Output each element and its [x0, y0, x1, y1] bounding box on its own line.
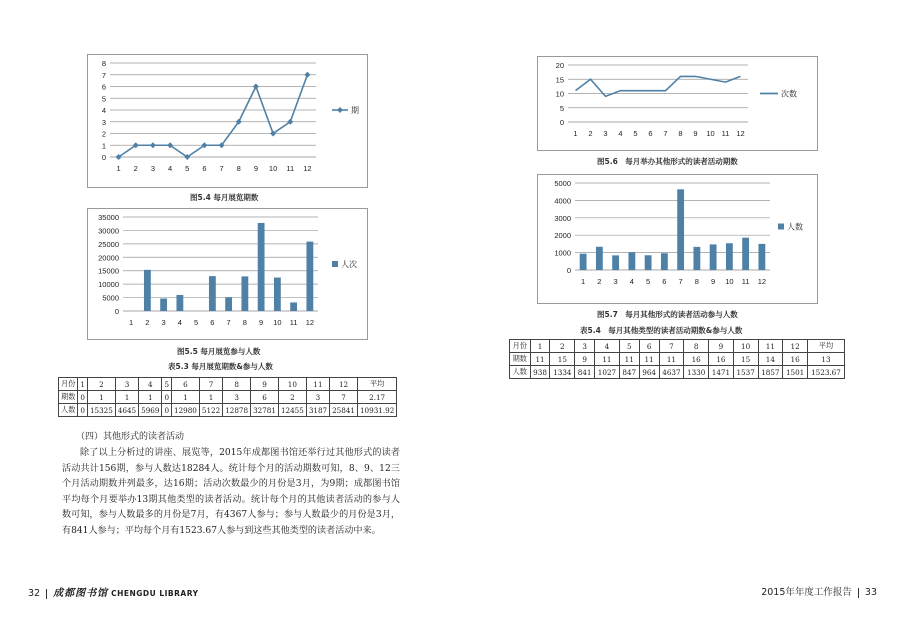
bar: [258, 223, 265, 311]
table-cell: 2.17: [357, 391, 396, 404]
y-tick-label: 2: [101, 129, 106, 139]
caption-fig-5-4: 图5.4 每月展览期数: [190, 193, 259, 202]
chart-svg: [88, 209, 367, 339]
legend-swatch: [332, 261, 338, 267]
bar: [580, 254, 587, 270]
table-cell: 1: [530, 340, 550, 353]
table-cell: 12455: [278, 404, 306, 417]
x-tick-label: 12: [736, 129, 745, 138]
bar: [726, 243, 733, 270]
table-cell: 6: [251, 391, 279, 404]
table-cell: 8: [223, 378, 251, 391]
bar: [176, 295, 183, 311]
x-tick-label: 8: [694, 277, 699, 286]
table-cell: 4: [595, 340, 620, 353]
x-tick-label: 8: [242, 318, 247, 327]
table-cell: 841: [575, 366, 595, 379]
x-tick-label: 6: [662, 277, 667, 286]
bar: [758, 244, 765, 270]
x-tick-label: 2: [597, 277, 602, 286]
bar: [596, 247, 603, 270]
table-cell: 15: [733, 353, 758, 366]
table-cell: 3: [575, 340, 595, 353]
chart-monthly-exhibitions: [87, 54, 368, 188]
table-cell: 1334: [550, 366, 575, 379]
data-point: [150, 142, 156, 148]
y-tick-label: 35000: [98, 213, 119, 222]
table-5-4: [509, 339, 845, 379]
y-tick-label: 0: [101, 153, 106, 162]
y-tick-label: 2000: [554, 231, 571, 241]
table-cell: 13: [807, 353, 844, 366]
bar: [225, 297, 232, 311]
x-tick-label: 9: [253, 164, 259, 173]
x-tick-label: 11: [289, 318, 298, 327]
row-label: 月份: [510, 340, 531, 353]
y-tick-label: 0: [114, 307, 119, 316]
y-tick-label: 5000: [102, 293, 119, 303]
bar: [306, 242, 313, 311]
y-tick-label: 4000: [554, 196, 571, 206]
caption-table-5-4: 表5.4 每月其他类型的读者活动期数&参与人数: [580, 326, 743, 335]
table-cell: 1: [199, 391, 222, 404]
legend-label: 人次: [341, 260, 357, 269]
table-cell: 16: [783, 353, 808, 366]
x-tick-label: 12: [303, 164, 312, 173]
x-tick-label: 2: [588, 129, 593, 138]
legend-label: 次数: [781, 89, 797, 99]
table-cell: 1: [87, 391, 115, 404]
table-cell: 15325: [87, 404, 115, 417]
y-tick-label: 8: [101, 59, 106, 68]
y-tick-label: 15: [555, 75, 564, 85]
x-tick-label: 6: [202, 164, 207, 173]
table-cell: 5969: [139, 404, 162, 417]
page-number-right: 33: [864, 587, 877, 598]
x-tick-label: 4: [167, 164, 173, 173]
legend-swatch: [778, 224, 784, 230]
table-cell: 9: [575, 353, 595, 366]
x-tick-label: 10: [273, 318, 282, 327]
table-cell: 9: [251, 378, 279, 391]
table-cell: 2: [278, 391, 306, 404]
table-cell: 6: [172, 378, 200, 391]
body-paragraph: 除了以上分析过的讲座、展览等，2015年成都图书馆还举行过其他形式的读者活动共计156期，参与人数达18284人。统计每个月的活动期数可知，8、9、12三个月活动期数并列最多，达16期；活动次数最少的月份是3月，为9期；成都图书馆平均每个月要举办13期其他类型的读者活动。统计每个月的其他读者活动的参与人数可知，参与人数最多的月份是7月，有4367人参与；参与人数最少的月份是3月，有841人参与；平均每个月有1523.67人参与到这些其他类型的读者活动中来。: [62, 448, 400, 536]
table-cell: 0: [162, 404, 172, 417]
bar: [645, 255, 652, 270]
chart-svg: [538, 57, 817, 150]
table-cell: 10931.92: [357, 404, 396, 417]
x-tick-label: 1: [581, 277, 586, 286]
table-cell: 12878: [223, 404, 251, 417]
y-tick-label: 25000: [98, 239, 119, 249]
table-cell: 32781: [251, 404, 279, 417]
row-label: 期数: [59, 391, 78, 404]
section-heading: （四）其他形式的读者活动: [76, 432, 185, 442]
footer-right: [761, 584, 877, 598]
table-cell: 11: [639, 353, 659, 366]
table-cell: 11: [595, 353, 620, 366]
x-tick-label: 7: [219, 164, 224, 173]
table-row: [59, 391, 397, 404]
bar: [742, 238, 749, 270]
x-tick-label: 7: [226, 318, 231, 327]
chart-other-activity-count: [537, 56, 818, 151]
x-tick-label: 1: [116, 164, 121, 173]
table-cell: 964: [639, 366, 659, 379]
x-tick-label: 1: [129, 318, 134, 327]
bar: [209, 276, 216, 311]
caption-fig-5-6: 图5.6 每月举办其他形式的读者活动期数: [597, 157, 738, 166]
y-tick-label: 15000: [98, 266, 119, 276]
x-tick-label: 2: [145, 318, 150, 327]
table-cell: 1501: [783, 366, 808, 379]
bar: [274, 278, 281, 311]
row-label: 人数: [59, 404, 78, 417]
bar: [612, 255, 619, 270]
y-tick-label: 3: [101, 117, 106, 127]
y-tick-label: 10000: [98, 280, 119, 290]
caption-fig-5-7: 图5.7 每月其他形式的读者活动参与人数: [597, 310, 738, 319]
x-tick-label: 10: [268, 164, 278, 173]
y-tick-label: 5: [101, 94, 106, 104]
y-tick-label: 3000: [554, 213, 571, 223]
y-tick-label: 0: [566, 266, 571, 275]
table-cell: 16: [709, 353, 734, 366]
x-tick-label: 4: [177, 318, 182, 327]
y-tick-label: 20000: [98, 253, 119, 263]
caption-fig-5-5: 图5.5 每月展览参与人数: [177, 347, 261, 356]
table-cell: 11: [619, 353, 639, 366]
chart-svg: [538, 175, 817, 303]
table-cell: 25841: [330, 404, 358, 417]
x-tick-label: 6: [210, 318, 215, 327]
table-header-row: [59, 378, 397, 391]
y-tick-label: 30000: [98, 226, 119, 236]
table-cell: 1: [172, 391, 200, 404]
x-tick-label: 4: [618, 129, 623, 138]
y-tick-label: 20: [555, 61, 564, 70]
footer-separator: [46, 589, 47, 599]
legend-label: 期: [351, 106, 359, 115]
table-cell: 0: [162, 391, 172, 404]
table-cell: 9: [709, 340, 734, 353]
table-cell: 1: [139, 391, 162, 404]
row-label: 期数: [510, 353, 531, 366]
legend-label: 人数: [787, 222, 803, 232]
table-cell: 12: [330, 378, 358, 391]
row-label: 月份: [59, 378, 78, 391]
x-tick-label: 2: [133, 164, 138, 173]
table-cell: 5122: [199, 404, 222, 417]
table-cell: 4637: [659, 366, 684, 379]
footer-left: [28, 584, 199, 599]
x-tick-label: 3: [161, 318, 166, 327]
x-tick-label: 1: [573, 129, 578, 138]
table-cell: 平均: [807, 340, 844, 353]
x-tick-label: 9: [259, 318, 264, 327]
table-cell: 0: [78, 404, 88, 417]
table-cell: 3: [115, 378, 138, 391]
row-label: 人数: [510, 366, 531, 379]
bar: [661, 253, 668, 270]
y-tick-label: 4: [101, 106, 106, 115]
table-cell: 10: [278, 378, 306, 391]
x-tick-label: 10: [706, 129, 715, 138]
data-point: [304, 72, 310, 78]
table-cell: 1: [115, 391, 138, 404]
y-tick-label: 0: [559, 118, 564, 127]
table-cell: 847: [619, 366, 639, 379]
x-tick-label: 4: [629, 277, 634, 286]
table-cell: 15: [550, 353, 575, 366]
caption-table-5-3: 表5.3 每月展览期数&参与人数: [168, 362, 273, 371]
bar: [290, 302, 297, 311]
table-cell: 7: [199, 378, 222, 391]
y-tick-label: 1000: [554, 248, 571, 258]
x-tick-label: 5: [633, 129, 638, 138]
library-logo-cn: 成都图书馆: [53, 588, 109, 599]
table-cell: 10: [733, 340, 758, 353]
table-cell: 1523.67: [807, 366, 844, 379]
table-cell: 4: [139, 378, 162, 391]
x-tick-label: 7: [663, 129, 668, 138]
table-cell: 1027: [595, 366, 620, 379]
table-cell: 1330: [684, 366, 709, 379]
table-cell: 3187: [306, 404, 329, 417]
y-tick-label: 1: [101, 141, 106, 151]
footer-separator: [858, 588, 859, 598]
table-cell: 0: [78, 391, 88, 404]
data-point: [253, 84, 259, 90]
table-cell: 1: [78, 378, 88, 391]
table-cell: 938: [530, 366, 550, 379]
report-title: 2015年年度工作报告: [761, 587, 852, 598]
table-cell: 11: [306, 378, 329, 391]
table-cell: 1471: [709, 366, 734, 379]
page-number-left: 32: [28, 588, 41, 599]
x-tick-label: 11: [286, 164, 295, 173]
table-cell: 2: [550, 340, 575, 353]
chart-other-activity-participants: [537, 174, 818, 304]
x-tick-label: 3: [603, 129, 608, 138]
table-cell: 11: [530, 353, 550, 366]
table-cell: 4645: [115, 404, 138, 417]
bar: [693, 247, 700, 270]
x-tick-label: 12: [305, 318, 315, 327]
table-cell: 11: [758, 340, 783, 353]
table-cell: 7: [659, 340, 684, 353]
x-tick-label: 9: [693, 129, 698, 138]
x-tick-label: 3: [150, 164, 156, 173]
x-tick-label: 6: [648, 129, 653, 138]
chart-svg: [88, 55, 367, 187]
table-row: [510, 366, 845, 379]
table-cell: 8: [684, 340, 709, 353]
x-tick-label: 8: [678, 129, 683, 138]
x-tick-label: 7: [678, 277, 683, 286]
table-row: [510, 353, 845, 366]
x-tick-label: 9: [711, 277, 716, 286]
x-tick-label: 11: [741, 277, 750, 286]
bar: [241, 276, 248, 311]
bar: [160, 299, 167, 311]
table-cell: 5: [162, 378, 172, 391]
bar: [628, 252, 635, 270]
y-tick-label: 6: [101, 82, 106, 92]
table-cell: 5: [619, 340, 639, 353]
x-tick-label: 12: [757, 277, 767, 286]
table-cell: 11: [659, 353, 684, 366]
table-cell: 3: [306, 391, 329, 404]
x-tick-label: 8: [236, 164, 241, 173]
x-tick-label: 11: [721, 129, 730, 138]
y-tick-label: 7: [101, 70, 106, 80]
table-cell: 7: [330, 391, 358, 404]
chart-exhibition-participants: [87, 208, 368, 340]
bar: [710, 244, 717, 270]
x-tick-label: 3: [613, 277, 618, 286]
table-cell: 1537: [733, 366, 758, 379]
x-tick-label: 5: [194, 318, 199, 327]
x-tick-label: 10: [725, 277, 734, 286]
table-header-row: [510, 340, 845, 353]
table-row: [59, 404, 397, 417]
table-cell: 3: [223, 391, 251, 404]
table-5-3: [58, 377, 397, 417]
table-cell: 14: [758, 353, 783, 366]
library-logo-en: CHENGDU LIBRARY: [111, 589, 199, 598]
y-tick-label: 5: [559, 103, 564, 113]
table-cell: 1857: [758, 366, 783, 379]
table-cell: 12: [783, 340, 808, 353]
table-cell: 6: [639, 340, 659, 353]
table-cell: 16: [684, 353, 709, 366]
y-tick-label: 5000: [554, 179, 571, 188]
x-tick-label: 5: [646, 277, 651, 286]
y-tick-label: 10: [555, 89, 564, 99]
legend-marker: [337, 107, 343, 113]
table-cell: 12980: [172, 404, 200, 417]
table-cell: 2: [87, 378, 115, 391]
series-line: [119, 75, 308, 157]
bar: [144, 270, 151, 311]
table-cell: 平均: [357, 378, 396, 391]
x-tick-label: 5: [185, 164, 190, 173]
bar: [677, 189, 684, 270]
